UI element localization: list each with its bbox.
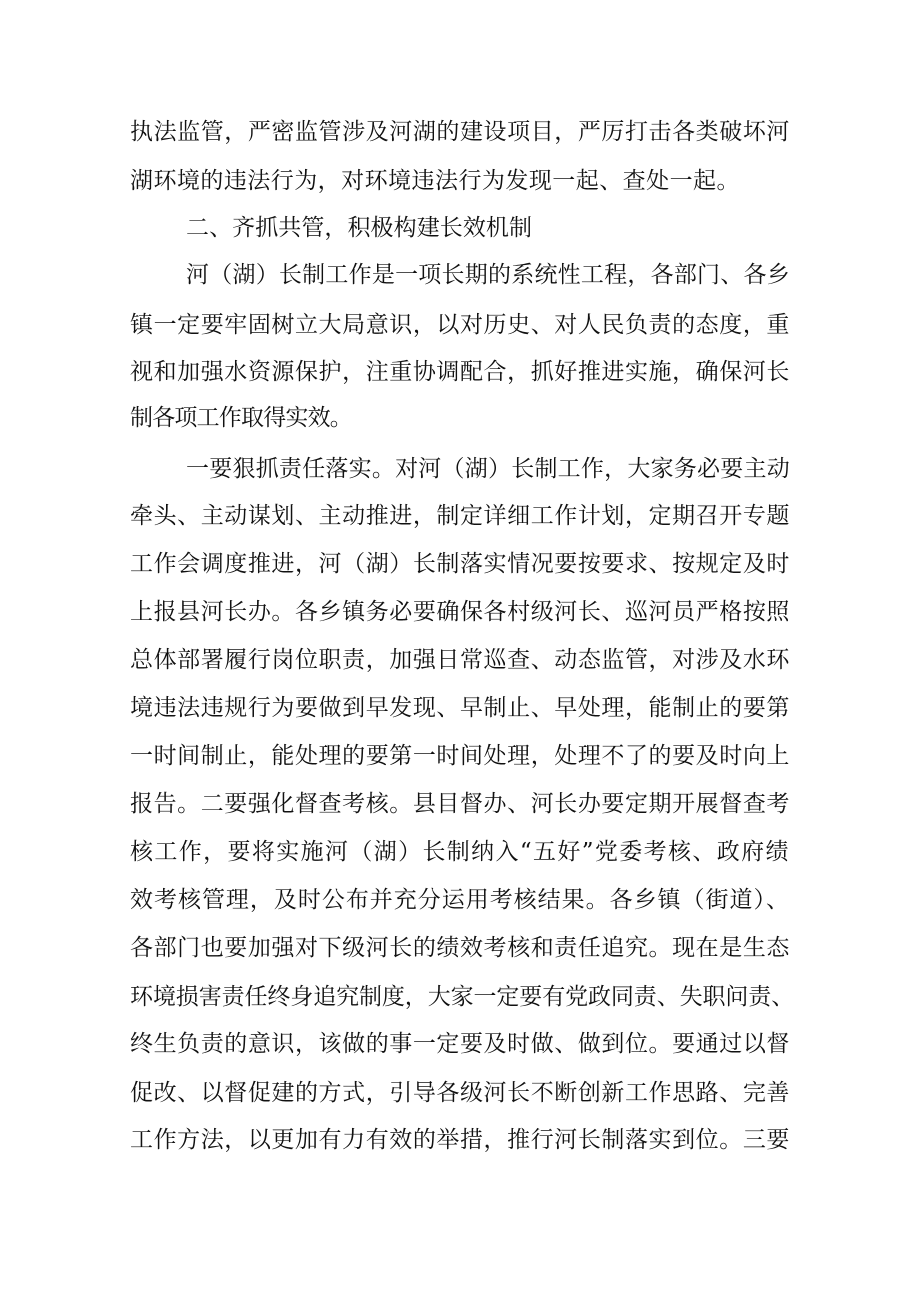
text-line-content: 一要狠抓责任落实。对河（湖）长制工作，大家务必要主动	[186, 456, 790, 482]
section-heading	[0, 206, 920, 250]
text-line	[0, 638, 920, 682]
text-line	[0, 447, 920, 491]
text-line-content: 工作会调度推进，河（湖）长制落实情况要按要求、按规定及时	[130, 551, 790, 577]
text-line	[0, 253, 920, 297]
text-line-content: 湖环境的违法行为，对环境违法行为发现一起、查处一起。	[130, 168, 740, 194]
text-line	[0, 396, 920, 440]
text-line	[0, 110, 920, 154]
text-line-content: 执法监管，严密监管涉及河湖的建设项目，严厉打击各类破坏河	[130, 119, 790, 145]
text-line	[0, 350, 920, 394]
text-line-content: 工作方法，以更加有力有效的举措，推行河长制落实到位。三要	[130, 1127, 790, 1153]
text-line	[0, 159, 920, 203]
text-line	[0, 830, 920, 874]
text-line-content: 河（湖）长制工作是一项长期的系统性工程，各部门、各乡	[186, 262, 790, 288]
text-line-content: 境违法违规行为要做到早发现、早制止、早处理，能制止的要第	[130, 695, 790, 721]
section-heading-text: 二、齐抓共管，积极构建长效机制	[186, 215, 533, 241]
text-line-content: 总体部署履行岗位职责，加强日常巡查、动态监管，对涉及水环	[130, 647, 790, 673]
text-line	[0, 782, 920, 826]
text-line	[0, 878, 920, 922]
text-line-content: 制各项工作取得实效。	[130, 405, 353, 431]
text-line	[0, 590, 920, 634]
text-line-content: 视和加强水资源保护，注重协调配合，抓好推进实施，确保河长	[130, 359, 790, 385]
text-line	[0, 1118, 920, 1162]
text-line	[0, 542, 920, 586]
text-line	[0, 734, 920, 778]
text-line	[0, 686, 920, 730]
text-line-content: 环境损害责任终身追究制度，大家一定要有党政同责、失职问责、	[130, 984, 795, 1010]
text-line-content: 各部门也要加强对下级河长的绩效考核和责任追究。现在是生态	[130, 935, 790, 961]
text-line	[0, 1071, 920, 1115]
text-line	[0, 494, 920, 538]
text-line	[0, 975, 920, 1019]
text-line-content: 牵头、主动谋划、主动推进，制定详细工作计划，定期召开专题	[130, 503, 790, 529]
text-line-content: 终生负责的意识，该做的事一定要及时做、做到位。要通过以督	[130, 1031, 790, 1057]
text-line-content: 报告。二要强化督查考核。县目督办、河长办要定期开展督查考	[130, 791, 790, 817]
text-line-content: 核工作，要将实施河（湖）长制纳入“五好”党委考核、政府绩	[130, 839, 790, 865]
text-line	[0, 1022, 920, 1066]
text-line-content: 上报县河长办。各乡镇务必要确保各村级河长、巡河员严格按照	[130, 599, 790, 625]
text-line-content: 促改、以督促建的方式，引导各级河长不断创新工作思路、完善	[130, 1080, 790, 1106]
text-line-content: 一时间制止，能处理的要第一时间处理，处理不了的要及时向上	[130, 743, 790, 769]
text-line	[0, 926, 920, 970]
text-line-content: 效考核管理，及时公布并充分运用考核结果。各乡镇（街道）、	[130, 887, 790, 913]
text-line	[0, 303, 920, 347]
text-line-content: 镇一定要牢固树立大局意识，以对历史、对人民负责的态度，重	[130, 312, 790, 338]
